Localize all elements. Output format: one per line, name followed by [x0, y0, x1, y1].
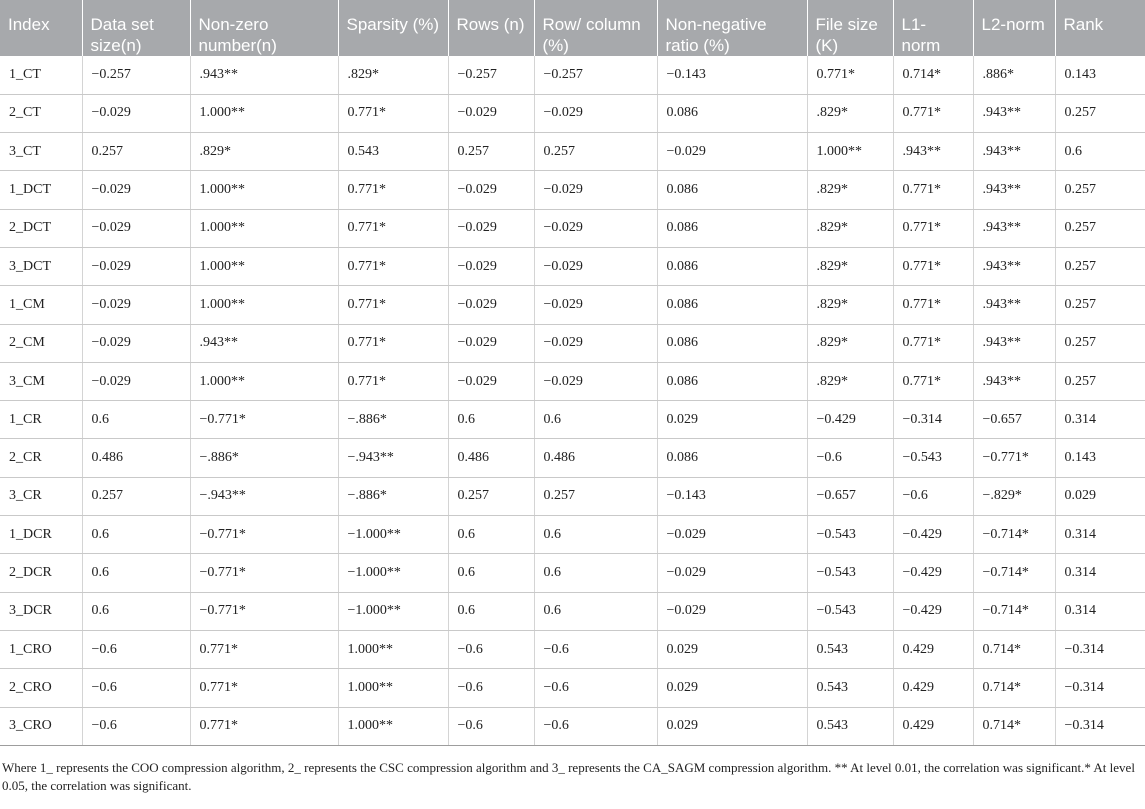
table-cell: 0.714*	[973, 669, 1055, 707]
table-cell: −0.6	[448, 630, 534, 668]
table-cell: −0.029	[534, 324, 657, 362]
table-cell: −.829*	[973, 477, 1055, 515]
table-cell: .943**	[190, 324, 338, 362]
table-cell: −0.257	[534, 56, 657, 94]
table-cell: −0.429	[893, 554, 973, 592]
table-cell: 0.714*	[893, 56, 973, 94]
table-footnote: Where 1_ represents the COO compression algorithm, 2_ represents the CSC compression algorithm and 3_ represents the CA_SAGM compression algorithm. ** At level 0.01, the correlation was significant.* At level 0.05, the correlation was significant.	[2, 759, 1135, 793]
table-cell: −0.029	[82, 94, 190, 132]
table-cell: 0.029	[657, 401, 807, 439]
table-cell: 0.257	[534, 477, 657, 515]
table-cell: −0.029	[534, 94, 657, 132]
table-cell: −0.6	[807, 439, 893, 477]
table-cell: 0.257	[534, 133, 657, 171]
table-row	[0, 592, 1145, 630]
table-row	[0, 286, 1145, 324]
table-cell: −0.771*	[190, 401, 338, 439]
table-cell: 0.314	[1055, 554, 1145, 592]
column-header: File size (K)	[807, 0, 893, 56]
table-cell: 0.771*	[893, 171, 973, 209]
table-cell: 0.486	[448, 439, 534, 477]
table-cell: 0.6	[448, 554, 534, 592]
table-cell: 0.6	[82, 592, 190, 630]
table-cell: −0.029	[82, 286, 190, 324]
table-cell: −0.029	[448, 247, 534, 285]
table-cell: 1.000**	[338, 707, 448, 745]
table-cell: 1.000**	[190, 94, 338, 132]
table-cell: 0.771*	[190, 669, 338, 707]
table-cell: .829*	[190, 133, 338, 171]
column-header: L1-norm	[893, 0, 973, 56]
table-cell: 0.029	[1055, 477, 1145, 515]
table-cell: 0.771*	[893, 209, 973, 247]
table-cell: −0.6	[534, 669, 657, 707]
table-cell: −0.429	[893, 516, 973, 554]
table-cell: 1.000**	[190, 247, 338, 285]
table-cell: 0.143	[1055, 56, 1145, 94]
column-header: Non-negative ratio (%)	[657, 0, 807, 56]
row-index-cell: 3_CR	[0, 477, 82, 515]
table-cell: 0.771*	[893, 324, 973, 362]
table-cell: .943**	[973, 324, 1055, 362]
table-cell: 0.257	[1055, 362, 1145, 400]
table-cell: −0.029	[657, 554, 807, 592]
table-cell: 0.257	[1055, 94, 1145, 132]
column-header: Non-zero number(n)	[190, 0, 338, 56]
row-index-cell: 2_DCT	[0, 209, 82, 247]
table-cell: −0.771*	[973, 439, 1055, 477]
column-header: Sparsity (%)	[338, 0, 448, 56]
table-cell: 1.000**	[190, 286, 338, 324]
table-cell: .829*	[807, 286, 893, 324]
table-cell: 1.000**	[807, 133, 893, 171]
row-index-cell: 2_CRO	[0, 669, 82, 707]
table-cell: −0.429	[893, 592, 973, 630]
table-cell: 0.6	[534, 592, 657, 630]
table-body	[0, 56, 1145, 745]
table-row	[0, 94, 1145, 132]
table-cell: 0.257	[1055, 247, 1145, 285]
table-cell: −0.029	[657, 592, 807, 630]
table-cell: 0.771*	[893, 362, 973, 400]
row-index-cell: 1_DCT	[0, 171, 82, 209]
row-index-cell: 3_DCR	[0, 592, 82, 630]
table-cell: 0.771*	[893, 286, 973, 324]
table-cell: 0.543	[338, 133, 448, 171]
table-cell: .943**	[973, 209, 1055, 247]
table-cell: 0.6	[534, 516, 657, 554]
row-index-cell: 1_CM	[0, 286, 82, 324]
row-index-cell: 1_CRO	[0, 630, 82, 668]
row-index-cell: 2_CR	[0, 439, 82, 477]
table-cell: 0.771*	[190, 707, 338, 745]
table-cell: 0.6	[448, 516, 534, 554]
table-cell: .886*	[973, 56, 1055, 94]
table-cell: −0.714*	[973, 516, 1055, 554]
table-cell: −0.029	[448, 209, 534, 247]
table-row	[0, 133, 1145, 171]
table-cell: 0.086	[657, 171, 807, 209]
table-row	[0, 401, 1145, 439]
table-cell: 0.143	[1055, 439, 1145, 477]
table-cell: 0.257	[82, 477, 190, 515]
table-cell: −0.771*	[190, 516, 338, 554]
table-cell: −0.6	[82, 707, 190, 745]
table-row	[0, 362, 1145, 400]
table-cell: 0.6	[448, 592, 534, 630]
table-cell: −0.029	[82, 362, 190, 400]
header-row	[0, 0, 1145, 56]
table-cell: 0.543	[807, 707, 893, 745]
table-cell: 0.6	[534, 401, 657, 439]
table-cell: .943**	[973, 247, 1055, 285]
table-cell: −0.714*	[973, 592, 1055, 630]
table-cell: −0.771*	[190, 554, 338, 592]
table-cell: 0.486	[82, 439, 190, 477]
table-cell: 0.6	[534, 554, 657, 592]
table-cell: .943**	[973, 94, 1055, 132]
table-cell: 0.771*	[893, 94, 973, 132]
row-index-cell: 1_CR	[0, 401, 82, 439]
row-index-cell: 3_CRO	[0, 707, 82, 745]
table-cell: .829*	[807, 247, 893, 285]
table-cell: 0.257	[1055, 324, 1145, 362]
table-cell: −0.257	[448, 56, 534, 94]
table-cell: −1.000**	[338, 592, 448, 630]
table-cell: −0.029	[448, 286, 534, 324]
table-cell: 0.314	[1055, 401, 1145, 439]
table-row	[0, 209, 1145, 247]
table-cell: 0.257	[1055, 286, 1145, 324]
table-cell: −0.6	[534, 707, 657, 745]
table-cell: .829*	[338, 56, 448, 94]
table-row	[0, 439, 1145, 477]
table-cell: −0.029	[448, 94, 534, 132]
table-cell: .943**	[190, 56, 338, 94]
table-cell: −0.429	[807, 401, 893, 439]
table-cell: −0.029	[534, 247, 657, 285]
table-cell: −0.029	[82, 209, 190, 247]
table-cell: 0.771*	[338, 171, 448, 209]
table-cell: −0.029	[82, 247, 190, 285]
table-cell: 0.314	[1055, 592, 1145, 630]
table-cell: −0.314	[1055, 630, 1145, 668]
table-cell: 0.086	[657, 286, 807, 324]
table-cell: 0.6	[1055, 133, 1145, 171]
table-cell: −0.6	[82, 669, 190, 707]
row-index-cell: 1_CT	[0, 56, 82, 94]
row-index-cell: 1_DCR	[0, 516, 82, 554]
table-row	[0, 171, 1145, 209]
table-cell: 0.771*	[190, 630, 338, 668]
table-cell: −0.029	[534, 286, 657, 324]
table-cell: 0.429	[893, 707, 973, 745]
table-cell: −.886*	[338, 477, 448, 515]
table-cell: 0.543	[807, 669, 893, 707]
table-cell: .943**	[973, 362, 1055, 400]
table-cell: −.943**	[190, 477, 338, 515]
table-cell: 0.257	[448, 133, 534, 171]
table-cell: 1.000**	[190, 171, 338, 209]
row-index-cell: 2_DCR	[0, 554, 82, 592]
table-cell: 0.086	[657, 209, 807, 247]
row-index-cell: 2_CM	[0, 324, 82, 362]
table-cell: −1.000**	[338, 554, 448, 592]
table-cell: .943**	[973, 171, 1055, 209]
table-row	[0, 516, 1145, 554]
table-cell: −0.6	[82, 630, 190, 668]
table-cell: 0.6	[82, 516, 190, 554]
table-cell: .829*	[807, 362, 893, 400]
table-cell: 0.257	[1055, 209, 1145, 247]
table-cell: −0.029	[82, 324, 190, 362]
table-row	[0, 707, 1145, 745]
table-cell: −1.000**	[338, 516, 448, 554]
table-cell: 0.771*	[338, 209, 448, 247]
table-cell: 0.086	[657, 94, 807, 132]
table-cell: 0.771*	[338, 324, 448, 362]
table-cell: 0.257	[82, 133, 190, 171]
table-cell: −0.029	[534, 362, 657, 400]
table-cell: −0.029	[448, 324, 534, 362]
row-index-cell: 3_CT	[0, 133, 82, 171]
table-cell: −0.143	[657, 477, 807, 515]
table-cell: −.886*	[338, 401, 448, 439]
table-cell: 0.429	[893, 669, 973, 707]
table-row	[0, 56, 1145, 94]
table-cell: 0.029	[657, 669, 807, 707]
table-cell: 0.257	[448, 477, 534, 515]
table-cell: −0.029	[657, 133, 807, 171]
table-cell: −0.143	[657, 56, 807, 94]
table-cell: −0.029	[534, 171, 657, 209]
table-cell: .829*	[807, 94, 893, 132]
table-cell: −0.314	[1055, 669, 1145, 707]
table-cell: .829*	[807, 209, 893, 247]
table-cell: 0.086	[657, 439, 807, 477]
table-cell: −0.029	[657, 516, 807, 554]
column-header: Row/ column (%)	[534, 0, 657, 56]
table-cell: .829*	[807, 324, 893, 362]
table-cell: 1.000**	[190, 362, 338, 400]
table-cell: 0.771*	[338, 247, 448, 285]
table-cell: −0.314	[893, 401, 973, 439]
table-cell: .943**	[973, 133, 1055, 171]
table-cell: −0.543	[893, 439, 973, 477]
table-cell: −0.543	[807, 554, 893, 592]
table-row	[0, 554, 1145, 592]
table-cell: 1.000**	[338, 630, 448, 668]
table-cell: −0.029	[448, 171, 534, 209]
table-cell: −0.543	[807, 516, 893, 554]
table-cell: −0.714*	[973, 554, 1055, 592]
table-cell: 0.543	[807, 630, 893, 668]
table-cell: .943**	[893, 133, 973, 171]
table-cell: 1.000**	[190, 209, 338, 247]
table-cell: −0.029	[534, 209, 657, 247]
table-cell: 0.714*	[973, 630, 1055, 668]
table-cell: 0.771*	[893, 247, 973, 285]
table-cell: −0.543	[807, 592, 893, 630]
table-cell: 0.714*	[973, 707, 1055, 745]
table-cell: .829*	[807, 171, 893, 209]
table-cell: −0.029	[82, 171, 190, 209]
table-row	[0, 669, 1145, 707]
row-index-cell: 2_CT	[0, 94, 82, 132]
table-cell: −0.6	[534, 630, 657, 668]
table-row	[0, 247, 1145, 285]
table-cell: −0.771*	[190, 592, 338, 630]
column-header: Index	[0, 0, 82, 56]
column-header: Rank	[1055, 0, 1145, 56]
row-index-cell: 3_CM	[0, 362, 82, 400]
row-index-cell: 3_DCT	[0, 247, 82, 285]
table-cell: 0.771*	[338, 286, 448, 324]
table-cell: 1.000**	[338, 669, 448, 707]
table-cell: 0.086	[657, 362, 807, 400]
table-cell: −0.657	[807, 477, 893, 515]
table-cell: 0.6	[82, 401, 190, 439]
table-cell: −0.257	[82, 56, 190, 94]
table-cell: −.943**	[338, 439, 448, 477]
table-cell: −0.6	[448, 669, 534, 707]
table-cell: −0.314	[1055, 707, 1145, 745]
table-cell: 0.029	[657, 630, 807, 668]
table-cell: 0.257	[1055, 171, 1145, 209]
table-cell: .943**	[973, 286, 1055, 324]
table-cell: 0.771*	[338, 94, 448, 132]
table-cell: 0.771*	[338, 362, 448, 400]
column-header: Rows (n)	[448, 0, 534, 56]
table-cell: 0.486	[534, 439, 657, 477]
table-cell: −0.6	[448, 707, 534, 745]
table-cell: −0.029	[448, 362, 534, 400]
table-cell: 0.6	[448, 401, 534, 439]
table-cell: 0.086	[657, 247, 807, 285]
table-row	[0, 477, 1145, 515]
table-cell: −0.6	[893, 477, 973, 515]
table-cell: −0.657	[973, 401, 1055, 439]
table-row	[0, 630, 1145, 668]
table-cell: −.886*	[190, 439, 338, 477]
column-header: Data set size(n)	[82, 0, 190, 56]
table-cell: 0.771*	[807, 56, 893, 94]
column-header: L2-norm	[973, 0, 1055, 56]
table-cell: 0.429	[893, 630, 973, 668]
table-row	[0, 324, 1145, 362]
table-cell: 0.086	[657, 324, 807, 362]
table-cell: 0.314	[1055, 516, 1145, 554]
table-cell: 0.6	[82, 554, 190, 592]
table-cell: 0.029	[657, 707, 807, 745]
